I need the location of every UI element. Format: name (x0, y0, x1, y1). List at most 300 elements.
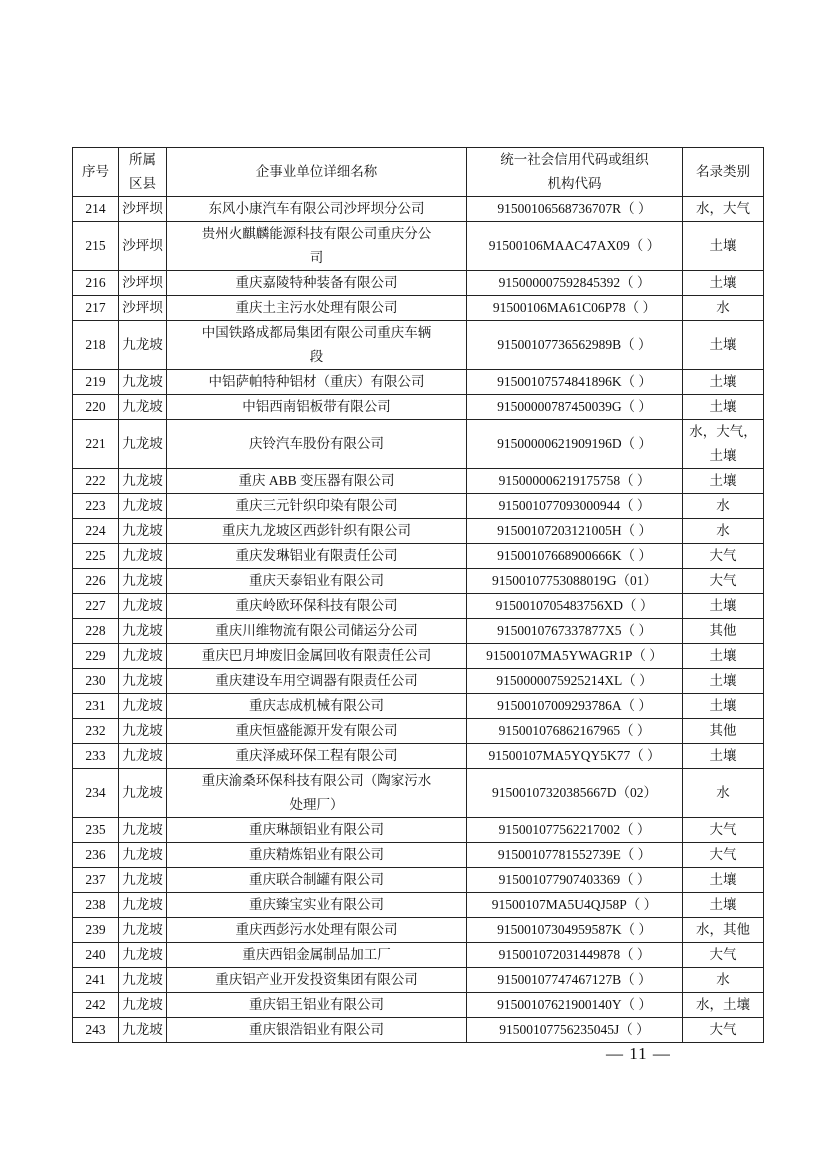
cell-name-text: 重庆西铝金属制品加工厂 (242, 947, 391, 962)
cell-category (683, 569, 764, 594)
cell-category-text: 土壤 (709, 275, 737, 290)
cell-district (119, 918, 167, 943)
cell-index-text: 235 (85, 822, 106, 837)
cell-index (73, 544, 119, 569)
cell-category (683, 594, 764, 619)
cell-index (73, 321, 119, 370)
cell-index-text: 230 (85, 673, 106, 688)
header-category: 名录类别 (683, 148, 764, 197)
cell-district-text: 九龙坡 (122, 548, 163, 563)
cell-category (683, 993, 764, 1018)
cell-category (683, 494, 764, 519)
cell-index (73, 519, 119, 544)
table-row (73, 519, 764, 544)
cell-category (683, 296, 764, 321)
cell-index (73, 868, 119, 893)
header-district: 所属区县 (119, 148, 167, 197)
cell-district-text: 九龙坡 (122, 1022, 163, 1037)
cell-name (167, 1018, 467, 1043)
cell-district-text: 九龙坡 (122, 972, 163, 987)
cell-category (683, 719, 764, 744)
cell-index (73, 370, 119, 395)
cell-district (119, 420, 167, 469)
cell-name-text: 重庆岭欧环保科技有限公司 (235, 598, 398, 613)
cell-category-text: 土壤 (709, 238, 737, 253)
table-row (73, 296, 764, 321)
cell-index-text: 219 (85, 374, 106, 389)
header-name: 企事业单位详细名称 (167, 148, 467, 197)
cell-district (119, 469, 167, 494)
cell-index-text: 217 (85, 300, 106, 315)
cell-index-text: 226 (85, 573, 106, 588)
cell-district-text: 九龙坡 (122, 598, 163, 613)
table-row (73, 893, 764, 918)
cell-district-text: 九龙坡 (122, 573, 163, 588)
cell-name-text: 贵州火麒麟能源科技有限公司重庆分公司 (201, 226, 432, 265)
table-row (73, 644, 764, 669)
cell-district (119, 519, 167, 544)
table-row (73, 818, 764, 843)
cell-district-text: 沙坪坝 (122, 275, 163, 290)
table-row (73, 744, 764, 769)
cell-index (73, 694, 119, 719)
cell-name (167, 395, 467, 420)
table-row (73, 569, 764, 594)
cell-code-text: 915001077907403369（ ） (498, 872, 651, 887)
cell-district-text: 九龙坡 (122, 785, 163, 800)
cell-district (119, 868, 167, 893)
cell-index-text: 216 (85, 275, 106, 290)
cell-category-text: 水 (716, 300, 730, 315)
cell-district-text: 九龙坡 (122, 847, 163, 862)
cell-name-text: 重庆铝王铝业有限公司 (249, 997, 384, 1012)
table-row (73, 918, 764, 943)
cell-code (467, 197, 683, 222)
cell-index (73, 669, 119, 694)
cell-code-text: 91500106MA61C06P78（ ） (492, 300, 657, 315)
cell-code (467, 644, 683, 669)
cell-index-text: 220 (85, 399, 106, 414)
cell-index (73, 943, 119, 968)
cell-category-text: 水 (716, 972, 730, 987)
cell-name-text: 重庆银浩铝业有限公司 (249, 1022, 384, 1037)
cell-index-text: 237 (85, 872, 106, 887)
table-row (73, 694, 764, 719)
cell-category (683, 395, 764, 420)
cell-code-text: 91500107574841896K（ ） (497, 374, 652, 389)
cell-category (683, 271, 764, 296)
cell-name (167, 569, 467, 594)
cell-district-text: 九龙坡 (122, 337, 163, 352)
cell-index-text: 218 (85, 337, 106, 352)
cell-code-text: 91500107736562989B（ ） (497, 337, 652, 352)
cell-index-text: 238 (85, 897, 106, 912)
cell-code (467, 469, 683, 494)
cell-name-text: 中铝西南铝板带有限公司 (242, 399, 391, 414)
cell-code-text: 91500107203121005H（ ） (497, 523, 652, 538)
table-row (73, 321, 764, 370)
enterprise-list-table (72, 147, 764, 1043)
cell-district (119, 569, 167, 594)
cell-index-text: 243 (85, 1022, 106, 1037)
cell-code (467, 594, 683, 619)
table-row (73, 469, 764, 494)
cell-name-text: 重庆精炼铝业有限公司 (249, 847, 384, 862)
cell-name (167, 868, 467, 893)
cell-district (119, 744, 167, 769)
cell-category-text: 土壤 (709, 648, 737, 663)
cell-name (167, 719, 467, 744)
cell-name (167, 993, 467, 1018)
cell-code-text: 91500000621909196D（ ） (497, 436, 652, 451)
cell-index (73, 569, 119, 594)
cell-district-text: 九龙坡 (122, 897, 163, 912)
cell-code-text: 915000006219175758（ ） (498, 473, 651, 488)
cell-code-text: 91500107781552739E（ ） (497, 847, 652, 862)
cell-index (73, 469, 119, 494)
cell-category (683, 619, 764, 644)
cell-category-text: 水，其他 (696, 922, 750, 937)
cell-index (73, 296, 119, 321)
cell-code (467, 296, 683, 321)
cell-district-text: 九龙坡 (122, 473, 163, 488)
cell-name-text: 重庆志成机械有限公司 (249, 698, 384, 713)
table-row (73, 868, 764, 893)
cell-name (167, 197, 467, 222)
table-row (73, 395, 764, 420)
cell-district (119, 271, 167, 296)
cell-district (119, 395, 167, 420)
cell-code (467, 818, 683, 843)
table-row (73, 719, 764, 744)
cell-district (119, 296, 167, 321)
cell-code-text: 91500107MA5YWAGR1P（ ） (486, 648, 663, 663)
cell-code (467, 222, 683, 271)
cell-category-text: 土壤 (709, 374, 737, 389)
cell-category (683, 321, 764, 370)
cell-district-text: 九龙坡 (122, 922, 163, 937)
cell-code-text: 91500107753088019G（01） (492, 573, 657, 588)
cell-district (119, 321, 167, 370)
cell-index (73, 744, 119, 769)
cell-category (683, 918, 764, 943)
cell-category-text: 水，大气，土壤 (689, 424, 757, 463)
cell-code-text: 91500107747467127B（ ） (497, 972, 652, 987)
cell-code-text: 915001077093000944（ ） (498, 498, 651, 513)
cell-index-text: 227 (85, 598, 106, 613)
table-row (73, 669, 764, 694)
cell-code-text: 91500107668900666K（ ） (497, 548, 652, 563)
cell-category (683, 818, 764, 843)
cell-name (167, 644, 467, 669)
cell-category (683, 469, 764, 494)
cell-district (119, 594, 167, 619)
cell-name-text: 重庆联合制罐有限公司 (249, 872, 384, 887)
cell-name-text: 重庆天泰铝业有限公司 (249, 573, 384, 588)
cell-district (119, 222, 167, 271)
cell-category-text: 土壤 (709, 673, 737, 688)
cell-index-text: 231 (85, 698, 106, 713)
cell-index-text: 223 (85, 498, 106, 513)
cell-name (167, 494, 467, 519)
cell-code (467, 694, 683, 719)
cell-index (73, 197, 119, 222)
cell-name-text: 重庆西彭污水处理有限公司 (235, 922, 398, 937)
cell-code (467, 993, 683, 1018)
cell-district-text: 九龙坡 (122, 399, 163, 414)
table-row (73, 544, 764, 569)
table-row (73, 769, 764, 818)
cell-code (467, 1018, 683, 1043)
cell-district-text: 九龙坡 (122, 498, 163, 513)
cell-district (119, 619, 167, 644)
cell-district (119, 644, 167, 669)
cell-category (683, 644, 764, 669)
cell-category-text: 水，大气 (696, 201, 750, 216)
cell-name-text: 庆铃汽车股份有限公司 (249, 436, 384, 451)
cell-name-text: 重庆建设车用空调器有限责任公司 (215, 673, 418, 688)
cell-name-text: 中铝萨帕特种铝材（重庆）有限公司 (208, 374, 425, 389)
cell-code (467, 868, 683, 893)
cell-category-text: 土壤 (709, 748, 737, 763)
cell-category-text: 土壤 (709, 897, 737, 912)
cell-index (73, 1018, 119, 1043)
cell-code-text: 91500107320385667D（02） (492, 785, 657, 800)
cell-code-text: 91500107009293786A（ ） (497, 698, 652, 713)
cell-code-text: 9150010767337877X5（ ） (497, 623, 652, 638)
cell-category-text: 土壤 (709, 698, 737, 713)
cell-district-text: 沙坪坝 (122, 238, 163, 253)
table-row (73, 843, 764, 868)
cell-name (167, 296, 467, 321)
cell-district (119, 1018, 167, 1043)
cell-name-text: 重庆三元针织印染有限公司 (235, 498, 398, 513)
header-index: 序号 (73, 148, 119, 197)
cell-category (683, 222, 764, 271)
cell-name (167, 370, 467, 395)
table-row (73, 420, 764, 469)
cell-index-text: 229 (85, 648, 106, 663)
cell-name (167, 818, 467, 843)
cell-index (73, 395, 119, 420)
cell-district (119, 943, 167, 968)
cell-category (683, 1018, 764, 1043)
cell-category (683, 968, 764, 993)
cell-category-text: 大气 (709, 822, 737, 837)
cell-category-text: 水 (716, 523, 730, 538)
cell-category (683, 197, 764, 222)
table-row (73, 222, 764, 271)
cell-index-text: 222 (85, 473, 106, 488)
cell-code (467, 719, 683, 744)
cell-category (683, 769, 764, 818)
cell-code (467, 769, 683, 818)
cell-category-text: 水，土壤 (696, 997, 750, 1012)
cell-category-text: 土壤 (709, 337, 737, 352)
cell-name-text: 中国铁路成都局集团有限公司重庆车辆段 (201, 325, 432, 364)
cell-name (167, 469, 467, 494)
cell-district-text: 九龙坡 (122, 623, 163, 638)
cell-name (167, 519, 467, 544)
cell-code-text: 91500106568736707R（ ） (497, 201, 652, 216)
cell-name-text: 重庆嘉陵特种装备有限公司 (235, 275, 398, 290)
page-number: — 11 — (606, 1044, 671, 1063)
cell-code (467, 370, 683, 395)
cell-name (167, 968, 467, 993)
cell-code (467, 843, 683, 868)
cell-district (119, 494, 167, 519)
cell-category-text: 大气 (709, 947, 737, 962)
cell-name-text: 重庆铝产业开发投资集团有限公司 (215, 972, 418, 987)
cell-index (73, 893, 119, 918)
cell-name-text: 重庆臻宝实业有限公司 (249, 897, 384, 912)
cell-index-text: 224 (85, 523, 106, 538)
cell-code-text: 91500107MA5YQY5K77（ ） (488, 748, 661, 763)
cell-code (467, 669, 683, 694)
cell-index (73, 769, 119, 818)
cell-index-text: 232 (85, 723, 106, 738)
cell-name (167, 271, 467, 296)
table-row (73, 494, 764, 519)
cell-category (683, 893, 764, 918)
cell-district (119, 370, 167, 395)
cell-code-text: 915000007592845392（ ） (498, 275, 651, 290)
table-row (73, 619, 764, 644)
cell-district-text: 九龙坡 (122, 822, 163, 837)
cell-index-text: 234 (85, 785, 106, 800)
cell-category (683, 420, 764, 469)
table-row (73, 1018, 764, 1043)
cell-district-text: 九龙坡 (122, 748, 163, 763)
cell-district (119, 694, 167, 719)
cell-name-text: 重庆巴月坤废旧金属回收有限责任公司 (201, 648, 432, 663)
cell-code (467, 893, 683, 918)
cell-index (73, 968, 119, 993)
cell-index (73, 993, 119, 1018)
cell-index (73, 222, 119, 271)
cell-district-text: 九龙坡 (122, 436, 163, 451)
cell-code-text: 91500107304959587K（ ） (497, 922, 652, 937)
cell-index-text: 215 (85, 238, 106, 253)
cell-district-text: 九龙坡 (122, 947, 163, 962)
cell-category (683, 669, 764, 694)
table-row (73, 197, 764, 222)
cell-name-text: 重庆渝桑环保科技有限公司（陶家污水处理厂） (201, 773, 432, 812)
cell-index-text: 240 (85, 947, 106, 962)
cell-name-text: 重庆土主污水处理有限公司 (235, 300, 398, 315)
table-row (73, 968, 764, 993)
cell-code (467, 494, 683, 519)
cell-index-text: 228 (85, 623, 106, 638)
header-code: 统一社会信用代码或组织机构代码 (467, 148, 683, 197)
cell-index-text: 233 (85, 748, 106, 763)
cell-district-text: 九龙坡 (122, 648, 163, 663)
cell-district (119, 843, 167, 868)
cell-code (467, 321, 683, 370)
cell-district (119, 669, 167, 694)
cell-name (167, 843, 467, 868)
cell-name-text: 东风小康汽车有限公司沙坪坝分公司 (208, 201, 425, 216)
table-header-row (73, 148, 764, 197)
table-row (73, 943, 764, 968)
cell-index (73, 494, 119, 519)
cell-index (73, 271, 119, 296)
cell-code-text: 915001072031449878（ ） (498, 947, 651, 962)
cell-name (167, 619, 467, 644)
cell-index (73, 420, 119, 469)
cell-district (119, 818, 167, 843)
cell-district (119, 968, 167, 993)
cell-code (467, 744, 683, 769)
cell-index-text: 239 (85, 922, 106, 937)
cell-code (467, 420, 683, 469)
cell-name (167, 943, 467, 968)
cell-category-text: 水 (716, 498, 730, 513)
cell-district-text: 沙坪坝 (122, 300, 163, 315)
cell-index-text: 242 (85, 997, 106, 1012)
cell-category (683, 843, 764, 868)
cell-name (167, 694, 467, 719)
cell-code-text: 91500107MA5U4QJ58P（ ） (491, 897, 658, 912)
cell-category-text: 大气 (709, 573, 737, 588)
cell-category (683, 370, 764, 395)
cell-code-text: 9150010705483756XD（ ） (495, 598, 654, 613)
cell-category (683, 544, 764, 569)
table-row (73, 370, 764, 395)
cell-category (683, 694, 764, 719)
cell-index-text: 225 (85, 548, 106, 563)
cell-category (683, 943, 764, 968)
cell-category (683, 744, 764, 769)
cell-name-text: 重庆琳颉铝业有限公司 (249, 822, 384, 837)
cell-category (683, 519, 764, 544)
cell-name (167, 594, 467, 619)
cell-index (73, 594, 119, 619)
table-row (73, 594, 764, 619)
cell-category-text: 大气 (709, 847, 737, 862)
cell-category-text: 大气 (709, 548, 737, 563)
cell-category-text: 其他 (709, 723, 737, 738)
cell-name-text: 重庆恒盛能源开发有限公司 (235, 723, 398, 738)
cell-district-text: 九龙坡 (122, 723, 163, 738)
cell-category-text: 水 (716, 785, 730, 800)
cell-code (467, 544, 683, 569)
cell-name-text: 重庆泽威环保工程有限公司 (235, 748, 398, 763)
cell-category (683, 868, 764, 893)
cell-index (73, 918, 119, 943)
cell-code-text: 91500107756235045J（ ） (499, 1022, 650, 1037)
cell-district (119, 197, 167, 222)
cell-category-text: 土壤 (709, 598, 737, 613)
cell-name (167, 669, 467, 694)
cell-name (167, 918, 467, 943)
cell-name (167, 744, 467, 769)
cell-category-text: 土壤 (709, 872, 737, 887)
cell-index-text: 214 (85, 201, 106, 216)
table-row (73, 271, 764, 296)
cell-category-text: 土壤 (709, 399, 737, 414)
cell-index (73, 818, 119, 843)
cell-index-text: 241 (85, 972, 106, 987)
cell-code (467, 271, 683, 296)
cell-code (467, 968, 683, 993)
cell-code-text: 91500107621900140Y（ ） (497, 997, 652, 1012)
cell-district-text: 九龙坡 (122, 698, 163, 713)
cell-index (73, 719, 119, 744)
cell-district (119, 893, 167, 918)
cell-index (73, 644, 119, 669)
table-row (73, 993, 764, 1018)
